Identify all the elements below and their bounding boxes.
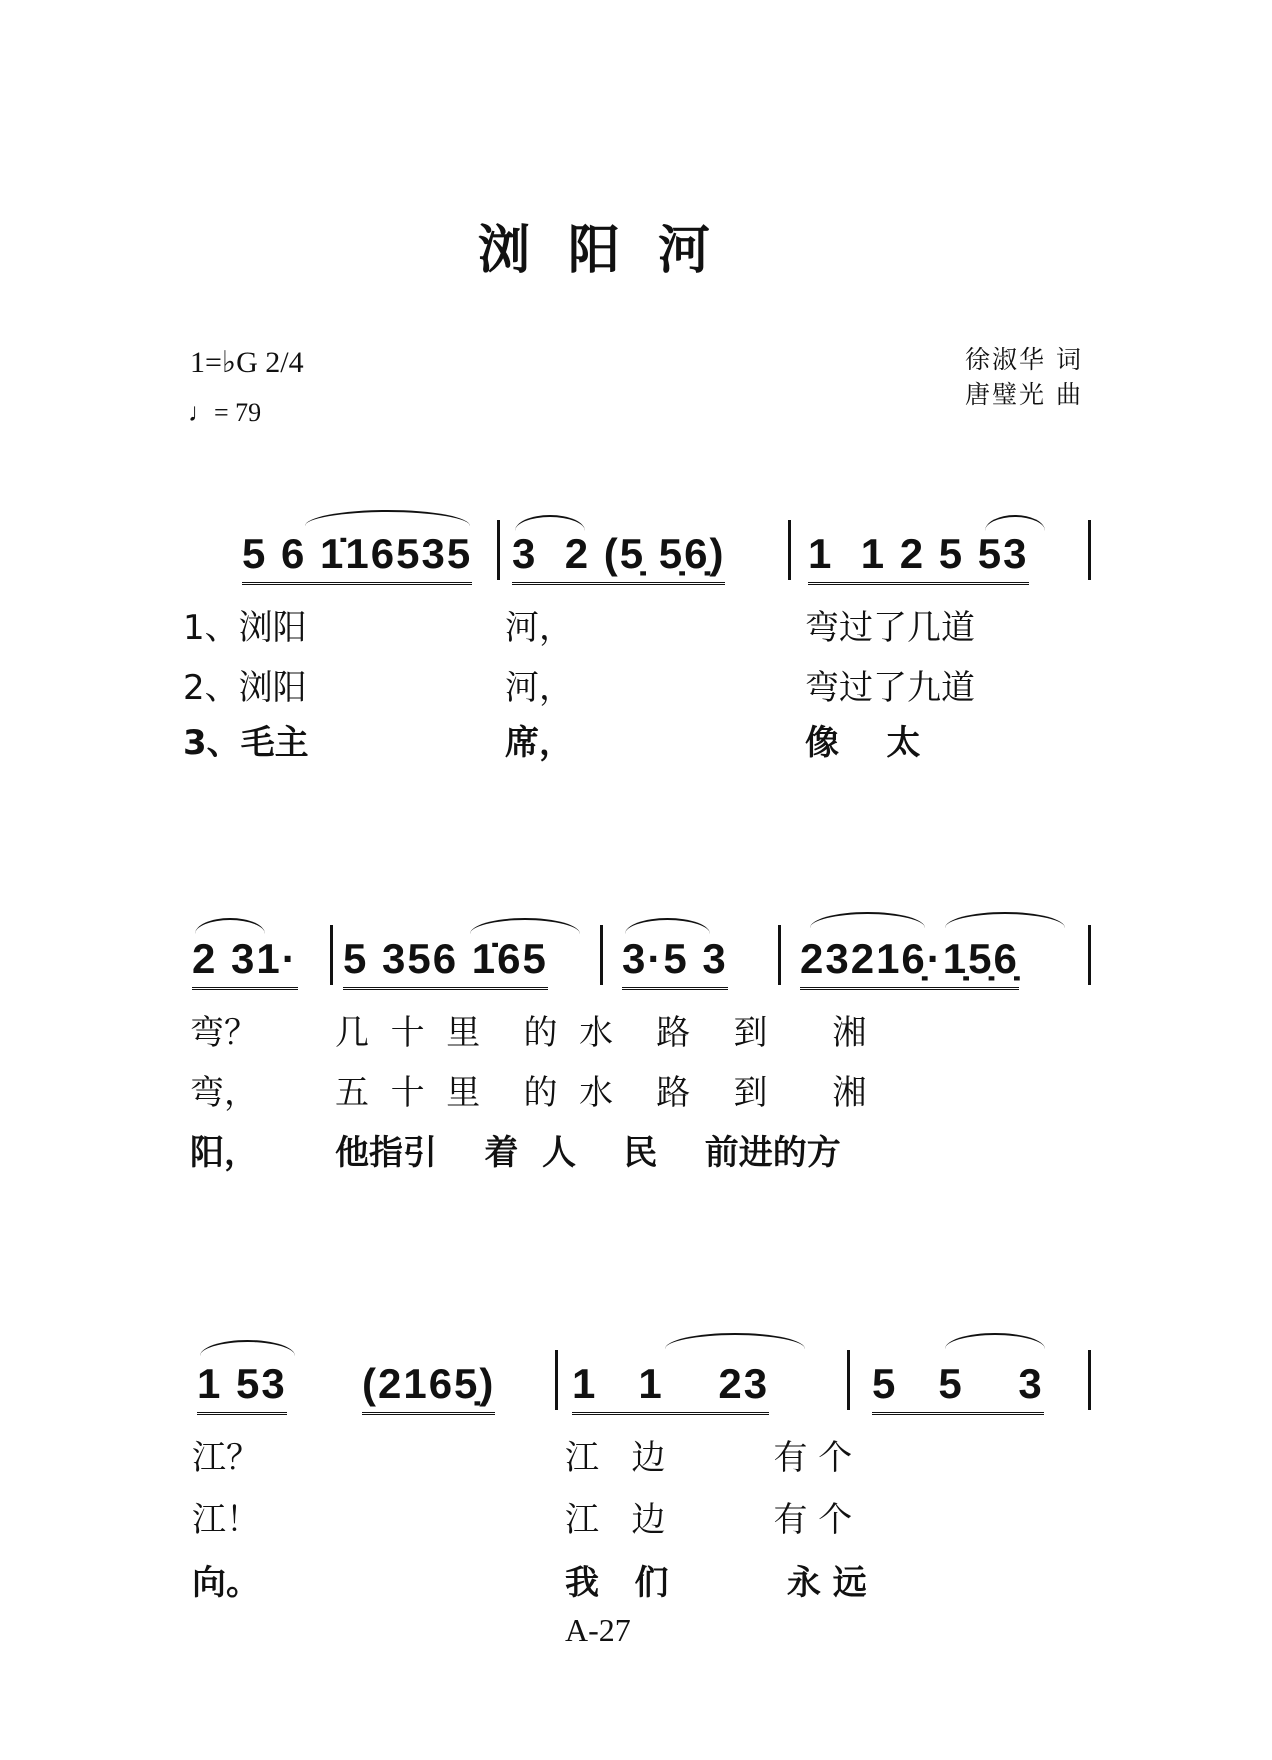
tempo-marking: ♩= 79 [188, 398, 262, 427]
lyric: 3、毛主 [183, 723, 309, 763]
composer-credit: 唐璧光 曲 [965, 380, 1083, 409]
barline [1088, 925, 1091, 985]
slur [305, 510, 470, 526]
lyric: 江！ [192, 1500, 260, 1540]
page-number: A-27 [565, 1612, 631, 1648]
slur [985, 515, 1045, 531]
lyric: 像 太 [805, 723, 921, 763]
key-signature: 1=♭G 2/4 [190, 346, 304, 379]
lyric: 江？ [192, 1438, 260, 1478]
slur [625, 918, 710, 934]
lyric: 阳， [190, 1133, 258, 1173]
measure: 1 1 23 [572, 1360, 769, 1415]
lyric: 我 们 永 远 [565, 1563, 867, 1603]
measure: 1 1 2 5 53 [808, 530, 1029, 585]
slur [810, 912, 925, 928]
measure: 5 6 1̇16535 [242, 530, 472, 585]
slur [200, 1340, 295, 1356]
slur [945, 1333, 1045, 1349]
measure: 3·5 3 [622, 935, 728, 990]
barline [788, 520, 791, 580]
lyric: 河， [505, 608, 573, 648]
lyric: 他指引 着 人 民 前进的方 [335, 1133, 841, 1173]
barline [778, 925, 781, 985]
lyric: 弯过了几道 [805, 608, 975, 648]
lyricist-credit: 徐淑华 词 [965, 345, 1083, 374]
barline [847, 1350, 850, 1410]
lyric: 五 十 里 的 水 路 到 湘 [335, 1073, 867, 1113]
lyric: 几 十 里 的 水 路 到 湘 [335, 1013, 867, 1053]
lyric: 弯， [190, 1073, 258, 1113]
lyric: 向。 [192, 1563, 260, 1603]
barline [1088, 1350, 1091, 1410]
lyric: 江 边 有 个 [565, 1500, 853, 1540]
barline [330, 925, 333, 985]
barline [600, 925, 603, 985]
lyric: 江 边 有 个 [565, 1438, 853, 1478]
measure: 5 5 3 [872, 1360, 1044, 1415]
measure: 3 2 (5̣ 5̣6̣) [512, 530, 725, 585]
measure: 2 31· [192, 935, 298, 990]
measure: 5 356 1̇65 [343, 935, 548, 990]
barline [555, 1350, 558, 1410]
slur [945, 912, 1065, 928]
lyric: 席， [505, 723, 573, 763]
song-title: 浏阳河 [478, 221, 749, 281]
slur [470, 918, 580, 934]
slur [665, 1333, 805, 1349]
slur [515, 515, 585, 531]
lyric: 弯过了九道 [805, 668, 975, 708]
slur [195, 918, 265, 934]
barline [497, 520, 500, 580]
measure: 1 53 [197, 1360, 287, 1415]
lyric: 1、浏阳 [183, 608, 307, 648]
lyric: 2、浏阳 [183, 668, 307, 708]
lyric: 河， [505, 668, 573, 708]
barline [1088, 520, 1091, 580]
measure: 23216̣·1̣5̣6̣ [800, 935, 1019, 990]
lyric: 弯？ [190, 1013, 258, 1053]
measure: (2165̣) [362, 1360, 495, 1415]
